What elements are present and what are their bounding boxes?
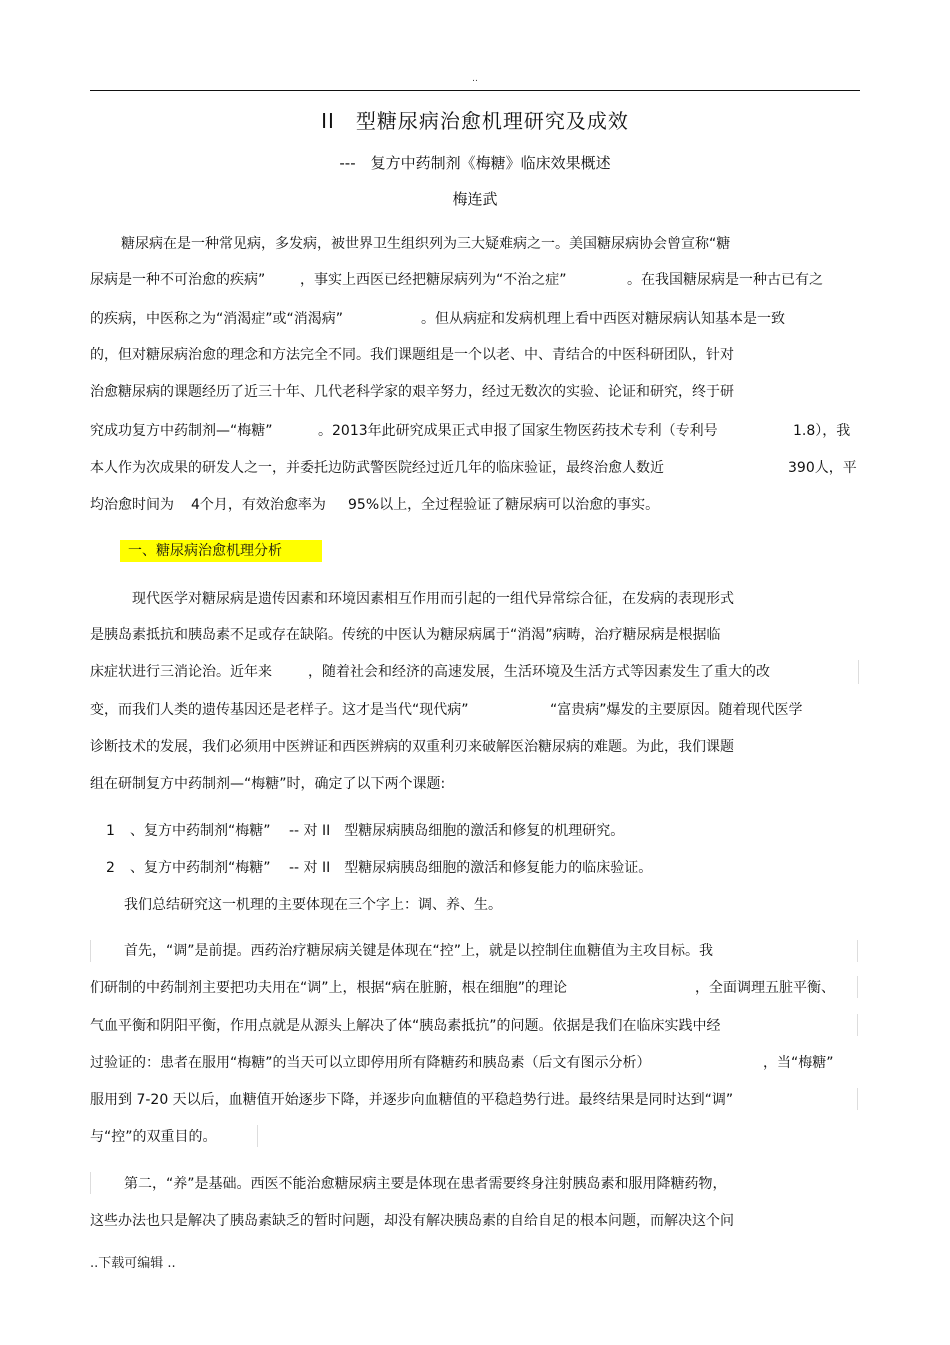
header-rule	[90, 90, 860, 91]
intro-line-5: 治愈糖尿病的课题经历了近三十年、几代老科学家的艰辛努力，经过无数次的实验、论证和研究，终于研	[90, 384, 734, 400]
section1-line-5: 诊断技术的发展，我们必须用中医辨证和西医辨病的双重利刃来破解医治糖尿病的难题。为此，我们课题	[90, 739, 734, 755]
intro-line-4: 的，但对糖尿病治愈的理念和方法完全不同。我们课题组是一个以老、中、青结合的中医科研团队，针对	[90, 347, 734, 363]
first-line-4b: ，当“梅糖”	[763, 1055, 834, 1071]
list-item-2: 、复方中药制剂“梅糖” -- 对 II 型糖尿病胰岛细胞的激活和修复能力的临床验证。	[130, 860, 653, 876]
intro-line-7b: 390人，平	[788, 460, 857, 476]
first-line-4a: 过验证的：患者在服用“梅糖”的当天可以立即停用所有降糖药和胰岛素（后文有图示分析）	[90, 1055, 651, 1071]
text-box-edge	[857, 976, 858, 998]
author-name: 梅连武	[452, 190, 498, 208]
document-title: II 型糖尿病治愈机理研究及成效	[321, 109, 629, 133]
list-item-2-number: 2	[106, 860, 115, 876]
list-item-1: 、复方中药制剂“梅糖” -- 对 II 型糖尿病胰岛细胞的激活和修复的机理研究。	[130, 823, 625, 839]
second-line-2: 这些办法也只是解决了胰岛素缺乏的暂时问题，却没有解决胰岛素的自给自足的根本问题，而解决这个问	[90, 1213, 734, 1229]
intro-line-2a: 尿病是一种不可治愈的疾病”	[90, 272, 266, 288]
header-dots: ..	[472, 74, 478, 84]
text-box-edge	[857, 1088, 858, 1110]
second-line-1: 第二，“养”是基础。西医不能治愈糖尿病主要是体现在患者需要终身注射胰岛素和服用降糖药物，	[124, 1176, 727, 1192]
text-box-edge	[257, 1125, 258, 1147]
intro-line-7a: 本人作为次成果的研发人之一，并委托边防武警医院经过近几年的临床验证，最终治愈人数近	[90, 460, 664, 476]
first-line-5: 服用到 7-20 天以后，血糖值开始逐步下降，并逐步向血糖值的平稳趋势行进。最终结果是同时达到“调”	[90, 1092, 734, 1108]
document-subtitle: --- 复方中药制剂《梅糖》临床效果概述	[339, 154, 611, 172]
text-box-edge	[857, 940, 858, 962]
intro-line-2c: 。在我国糖尿病是一种古已有之	[627, 272, 823, 288]
section1-line-6: 组在研制复方中药制剂—“梅糖”时，确定了以下两个课题:	[90, 776, 446, 792]
section1-line-3a: 床症状进行三消论治。近年来	[90, 664, 272, 680]
section1-summary: 我们总结研究这一机理的主要体现在三个字上：调、养、生。	[124, 897, 502, 913]
intro-line-6b: 。2013年此研究成果正式申报了国家生物医药技术专利（专利号	[318, 423, 718, 439]
section1-line-4b: “富贵病”爆发的主要原因。随着现代医学	[550, 702, 803, 718]
intro-line-2b: ，事实上西医已经把糖尿病列为“不治之症”	[300, 272, 567, 288]
section-heading-mechanism: 一、糖尿病治愈机理分析	[120, 540, 322, 562]
text-box-edge	[858, 660, 859, 684]
intro-line-8c: 95%以上，全过程验证了糖尿病可以治愈的事实。	[348, 497, 660, 513]
intro-line-8b: 4个月，有效治愈率为	[191, 497, 326, 513]
section1-line-4a: 变，而我们人类的遗传基因还是老样子。这才是当代“现代病”	[90, 702, 469, 718]
first-line-6: 与“控”的双重目的。	[90, 1129, 217, 1145]
first-line-2a: 们研制的中药制剂主要把功夫用在“调”上，根据“病在脏腑，根在细胞”的理论	[90, 980, 568, 996]
intro-line-3a: 的疾病，中医称之为“消渴症”或“消渴病”	[90, 311, 344, 327]
page-footer: ..下载可编辑 ..	[90, 1256, 176, 1271]
first-line-2b: ，全面调理五脏平衡、	[695, 980, 835, 996]
intro-line-6c: 1.8），我	[793, 423, 851, 439]
text-box-edge	[90, 940, 91, 962]
first-line-3: 气血平衡和阴阳平衡，作用点就是从源头上解决了体“胰岛素抵抗”的问题。依据是我们在临床实践中经	[90, 1018, 721, 1034]
intro-line-8a: 均治愈时间为	[90, 497, 174, 513]
list-item-1-number: 1	[106, 823, 115, 839]
text-box-edge	[857, 1014, 858, 1036]
intro-line-6a: 究成功复方中药制剂—“梅糖”	[90, 423, 273, 439]
text-box-edge	[90, 1172, 91, 1194]
section1-line-2: 是胰岛素抵抗和胰岛素不足或存在缺陷。传统的中医认为糖尿病属于“消渴”病畴，治疗糖尿病是根据临	[90, 627, 721, 643]
first-line-1: 首先，“调”是前提。西药治疗糖尿病关键是体现在“控”上，就是以控制住血糖值为主攻目标。我	[124, 943, 714, 959]
section1-line-3b: ，随着社会和经济的高速发展，生活环境及生活方式等因素发生了重大的改	[308, 664, 770, 680]
section1-line-1: 现代医学对糖尿病是遗传因素和环境因素相互作用而引起的一组代异常综合征，在发病的表现形式	[132, 591, 734, 607]
intro-line-1: 糖尿病在是一种常见病，多发病，被世界卫生组织列为三大疑难病之一。美国糖尿病协会曾宣称“糖	[121, 236, 731, 252]
intro-line-3b: 。但从病症和发病机理上看中西医对糖尿病认知基本是一致	[421, 311, 785, 327]
